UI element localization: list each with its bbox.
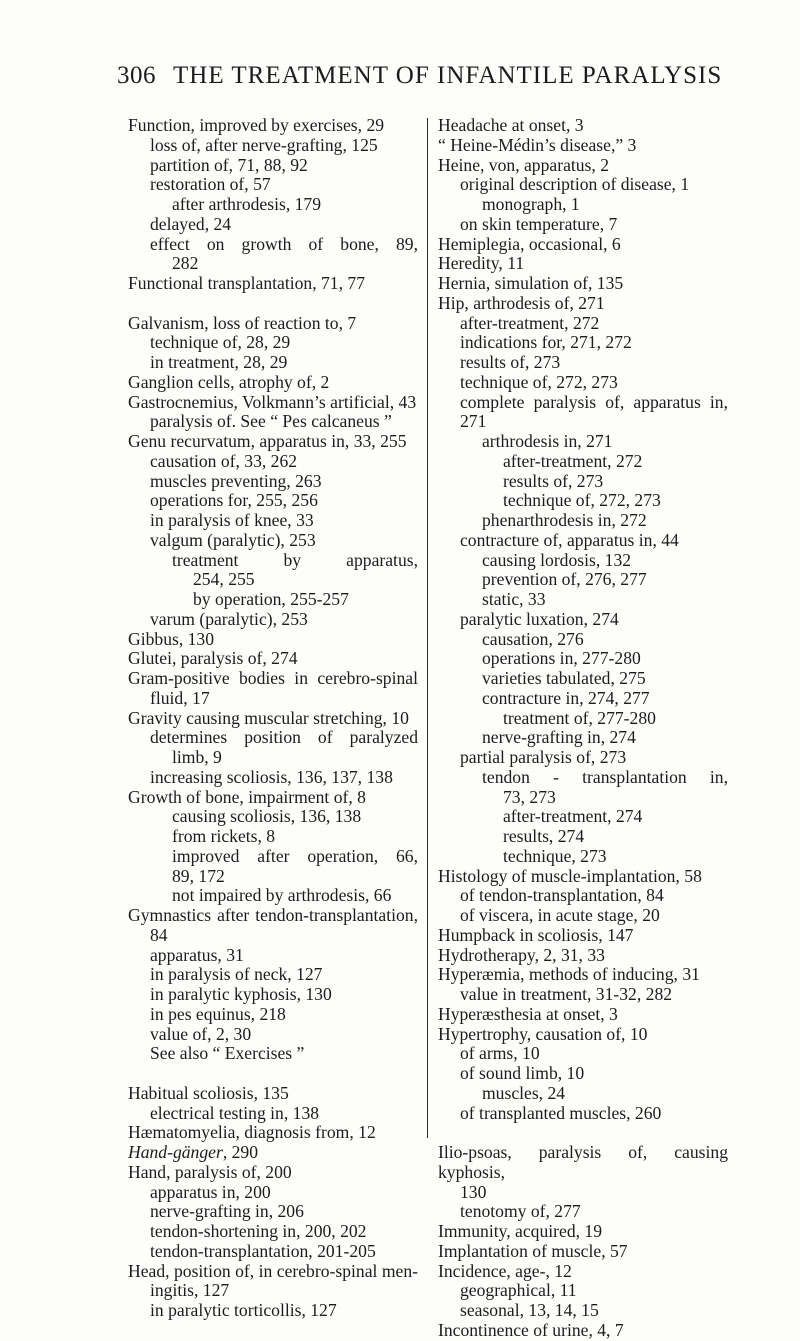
- index-subentry: partial paralysis of, 273: [460, 747, 627, 767]
- index-subentry: technique, 273: [503, 845, 607, 866]
- index-subentry: 282: [172, 253, 199, 274]
- index-subentry: 271: [460, 411, 487, 432]
- column-divider: [427, 118, 428, 1138]
- index-letter-gap: [438, 1123, 728, 1143]
- index-entry: Heredity, 11: [438, 253, 525, 274]
- index-subentry: causation of, 33, 262: [150, 450, 298, 471]
- index-entry: Gibbus, 130: [128, 628, 215, 649]
- index-subentry: results of, 273: [460, 352, 561, 372]
- index-subentry: in paralytic torticollis, 127: [150, 1300, 337, 1320]
- index-subentry: ingitis, 127: [150, 1280, 230, 1301]
- index-subentry: after-treatment, 272: [503, 450, 643, 471]
- index-subentry: technique of, 272, 273: [460, 371, 618, 392]
- index-entry: Hemiplegia, occasional, 6: [438, 233, 621, 254]
- index-entry: Gravity causing muscular stretching, 10: [128, 707, 409, 728]
- index-subentry: after arthrodesis, 179: [172, 194, 322, 214]
- index-subentry: not impaired by arthrodesis, 66: [172, 885, 392, 906]
- index-entry: Gymnastics after tendon-transplantation,: [128, 905, 418, 925]
- index-subentry: in paralysis of neck, 127: [150, 964, 323, 985]
- index-subentry: apparatus, 31: [150, 944, 244, 965]
- index-subentry: original description of disease, 1: [460, 174, 690, 195]
- index-subentry: after-treatment, 272: [460, 312, 600, 333]
- index-subentry: See also “ Exercises ”: [150, 1043, 305, 1064]
- index-subentry: fluid, 17: [150, 687, 210, 708]
- index-subentry: nerve-grafting in, 274: [482, 727, 636, 748]
- index-entry: Immunity, acquired, 19: [438, 1221, 603, 1241]
- index-subentry: of sound limb, 10: [460, 1063, 585, 1083]
- index-subentry: nerve-grafting in, 206: [150, 1201, 304, 1222]
- index-subentry: in pes equinus, 218: [150, 1003, 286, 1024]
- index-subentry: tendon-transplantation, 201-205: [150, 1240, 376, 1261]
- page-header: [0, 62, 800, 102]
- index-subentry: tendon - transplantation in,: [482, 766, 728, 787]
- index-subentry: causation, 276: [482, 628, 584, 649]
- index-entry: Incontinence of urine, 4, 7: [438, 1319, 624, 1340]
- index-letter-gap: [128, 294, 418, 314]
- index-subentry: contracture in, 274, 277: [482, 687, 650, 708]
- index-subentry: of arms, 10: [460, 1043, 540, 1064]
- index-entry: “ Heine-Médin’s disease,” 3: [438, 134, 637, 155]
- index-subentry: loss of, after nerve-grafting, 125: [150, 134, 378, 155]
- index-entry: Headache at onset, 3: [438, 115, 584, 135]
- index-subentry: contracture of, apparatus in, 44: [460, 529, 679, 550]
- running-title: THE TREATMENT OF INFANTILE PARALYSIS: [173, 62, 723, 89]
- index-subentry: 130: [460, 1181, 487, 1202]
- index-subentry: causing lordosis, 132: [482, 549, 632, 570]
- index-subentry: in paralytic kyphosis, 130: [150, 984, 332, 1004]
- index-entry: Glutei, paralysis of, 274: [128, 648, 298, 669]
- index-subentry: restoration of, 57: [150, 174, 271, 195]
- index-entry: Gastrocnemius, Volkmann’s artificial, 43: [128, 391, 417, 412]
- index-subentry: results, 274: [503, 826, 585, 846]
- index-column-left: [128, 116, 418, 1321]
- index-subentry: paralytic luxation, 274: [460, 608, 619, 629]
- index-subentry: from rickets, 8: [172, 826, 276, 846]
- index-subentry: muscles preventing, 263: [150, 470, 322, 491]
- index-subentry: value of, 2, 30: [150, 1023, 252, 1044]
- index-subentry: 84: [150, 924, 168, 945]
- index-subentry: limb, 9: [172, 747, 222, 767]
- index-entry: Hand, paralysis of, 200: [128, 1161, 292, 1182]
- index-subentry: on skin temperature, 7: [460, 213, 618, 234]
- index-entry: Implantation of muscle, 57: [438, 1240, 628, 1261]
- index-entry: Hypertrophy, causation of, 10: [438, 1023, 648, 1044]
- index-entry: Galvanism, loss of reaction to, 7: [128, 312, 357, 333]
- index-subentry: of transplanted muscles, 260: [460, 1102, 662, 1123]
- index-subentry: increasing scoliosis, 136, 137, 138: [150, 766, 393, 787]
- index-subentry: technique of, 272, 273: [503, 490, 661, 511]
- index-entry: Hip, arthrodesis of, 271: [438, 292, 605, 313]
- index-entry: Functional transplantation, 71, 77: [128, 273, 365, 293]
- index-subentry: paralysis of. See “ Pes calcaneus ”: [150, 411, 392, 432]
- index-entry: Genu recurvatum, apparatus in, 33, 255: [128, 431, 407, 451]
- index-subentry: in paralysis of knee, 33: [150, 510, 314, 530]
- index-entry: Habitual scoliosis, 135: [128, 1082, 289, 1103]
- index-letter-gap: [128, 1064, 418, 1084]
- index-subentry: determines position of paralyzed: [150, 727, 418, 748]
- index-entry: Hyperæsthesia at onset, 3: [438, 1003, 618, 1024]
- index-entry: Hydrotherapy, 2, 31, 33: [438, 944, 605, 965]
- index-subentry: complete paralysis of, apparatus in,: [460, 391, 728, 412]
- index-entry: Hand-gänger, 290: [128, 1142, 258, 1162]
- index-subentry: of viscera, in acute stage, 20: [460, 905, 660, 925]
- index-subentry: after-treatment, 274: [503, 806, 643, 827]
- index-subentry: 73, 273: [503, 786, 556, 807]
- index-entry: Function, improved by exercises, 29: [128, 115, 385, 135]
- index-subentry: effect on growth of bone, 89,: [150, 233, 418, 254]
- index-entry: Gram-positive bodies in cerebro-spinal: [128, 668, 418, 688]
- index-subentry: operations for, 255, 256: [150, 490, 318, 511]
- index-subentry: technique of, 28, 29: [150, 332, 291, 353]
- index-subentry: in treatment, 28, 29: [150, 352, 288, 372]
- index-subentry: delayed, 24: [150, 213, 232, 234]
- index-entry: Humpback in scoliosis, 147: [438, 924, 634, 945]
- index-subentry: 254, 255: [193, 569, 255, 590]
- index-entry: Ganglion cells, atrophy of, 2: [128, 371, 330, 392]
- index-subentry: of tendon-transplantation, 84: [460, 885, 664, 906]
- index-subentry: varum (paralytic), 253: [150, 608, 308, 629]
- index-subentry: value in treatment, 31-32, 282: [460, 984, 673, 1004]
- index-subentry: varieties tabulated, 275: [482, 668, 646, 688]
- index-subentry: prevention of, 276, 277: [482, 569, 647, 590]
- page-number: 306: [117, 62, 156, 89]
- index-entry: Histology of muscle-implantation, 58: [438, 865, 702, 886]
- index-entry: Growth of bone, impairment of, 8: [128, 786, 366, 807]
- index-entry: Hæmatomyelia, diagnosis from, 12: [128, 1122, 376, 1143]
- index-subentry: arthrodesis in, 271: [482, 431, 613, 451]
- index-subentry: tendon-shortening in, 200, 202: [150, 1221, 367, 1241]
- index-column-right: [438, 116, 728, 1341]
- index-subentry: 89, 172: [172, 865, 225, 886]
- index-subentry: indications for, 271, 272: [460, 332, 632, 353]
- index-subentry: tenotomy of, 277: [460, 1201, 581, 1222]
- index-entry: Heine, von, apparatus, 2: [438, 154, 609, 175]
- index-entry: Hyperæmia, methods of inducing, 31: [438, 964, 700, 985]
- index-entry: Head, position of, in cerebro-spinal men-: [128, 1260, 418, 1281]
- index-subentry: by operation, 255-257: [193, 589, 349, 609]
- index-subentry: electrical testing in, 138: [150, 1102, 320, 1123]
- index-subentry: phenarthrodesis in, 272: [482, 510, 647, 530]
- index-subentry: results of, 273: [503, 470, 604, 491]
- index-subentry: monograph, 1: [482, 194, 580, 214]
- index-subentry: partition of, 71, 88, 92: [150, 154, 308, 175]
- index-subentry: static, 33: [482, 589, 546, 609]
- index-entry: Incidence, age-, 12: [438, 1260, 572, 1281]
- index-subentry: apparatus in, 200: [150, 1181, 271, 1202]
- index-subentry: valgum (paralytic), 253: [150, 529, 316, 550]
- index-entry: Ilio-psoas, paralysis of, causing kyphosis,: [438, 1142, 728, 1182]
- index-subentry: operations in, 277-280: [482, 648, 641, 669]
- index-subentry: treatment of, 277-280: [503, 707, 656, 728]
- index-subentry: improved after operation, 66,: [172, 845, 418, 866]
- index-subentry: seasonal, 13, 14, 15: [460, 1300, 599, 1320]
- index-subentry: treatment by apparatus,: [172, 549, 418, 570]
- index-subentry: muscles, 24: [482, 1082, 566, 1103]
- index-subentry: geographical, 11: [460, 1280, 577, 1301]
- index-subentry: causing scoliosis, 136, 138: [172, 806, 362, 827]
- index-entry: Hernia, simulation of, 135: [438, 273, 624, 293]
